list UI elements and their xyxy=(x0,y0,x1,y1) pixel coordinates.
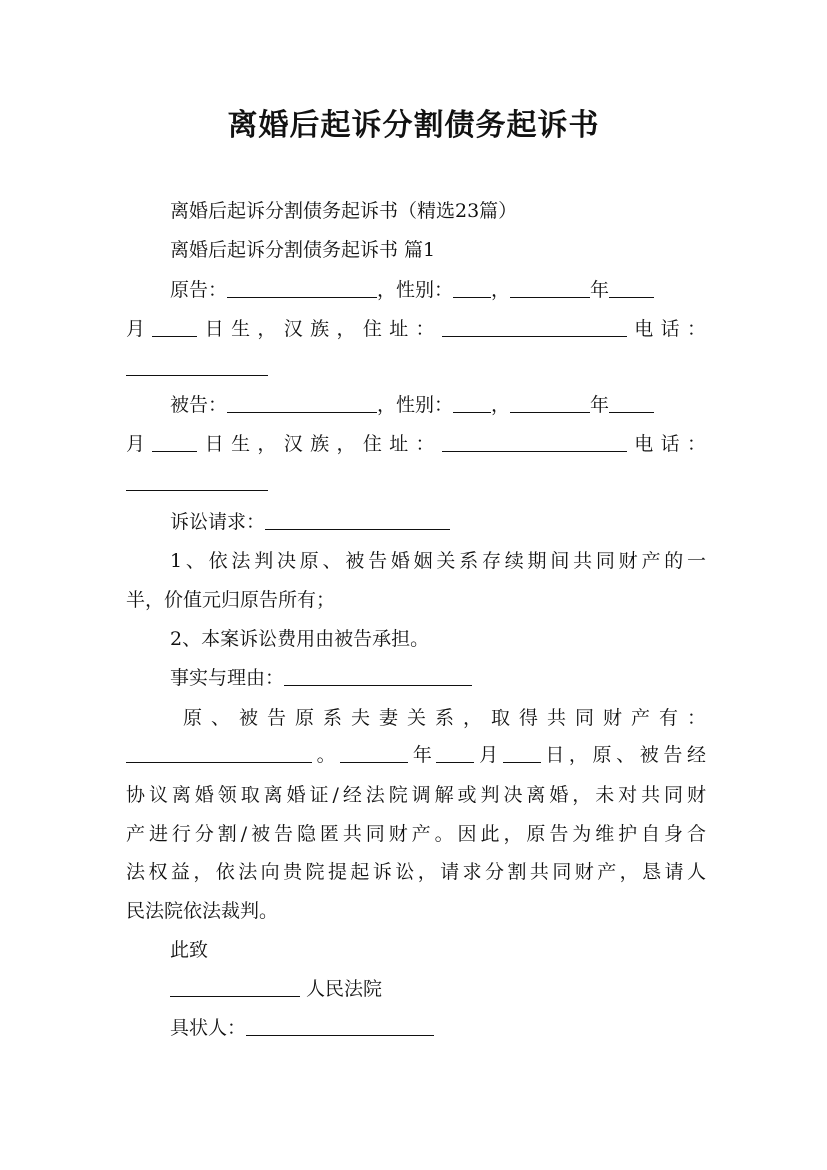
period: 。 xyxy=(312,744,341,766)
signer-line xyxy=(170,1014,706,1042)
gender-blank xyxy=(453,392,491,413)
signer-blank xyxy=(246,1015,434,1036)
gender-blank xyxy=(453,277,491,298)
document-title: 离婚后起诉分割债务起诉书 xyxy=(227,108,600,143)
phone-blank xyxy=(126,355,268,376)
birth-month-blank-start xyxy=(609,392,654,413)
defendant-line-1 xyxy=(170,391,706,419)
court-label: 人民法院 xyxy=(306,978,383,1000)
phone-label: 电话： xyxy=(626,318,706,340)
plaintiff-line-2 xyxy=(126,315,706,343)
gender-label: ，性别： xyxy=(377,394,454,416)
facts-paragraph-line-5: 法权益，依法向贵院提起诉讼，请求分割共同财产，恳请人 xyxy=(126,861,706,883)
address-blank xyxy=(442,431,627,452)
plaintiff-label: 原告： xyxy=(170,279,228,301)
facts-paragraph-line-2 xyxy=(126,741,706,769)
signer-label: 具状人： xyxy=(170,1017,247,1039)
address-blank xyxy=(442,316,627,337)
facts-paragraph-line-4: 产进行分割/被告隐匿共同财产。因此，原告为维护自身合 xyxy=(126,823,706,845)
facts-paragraph-line-3: 协议离婚领取离婚证/经法院调解或判决离婚，未对共同财 xyxy=(126,784,706,806)
property-blank xyxy=(126,742,312,763)
comma: ， xyxy=(491,279,511,301)
year-label: 年 xyxy=(590,279,610,301)
defendant-line-2 xyxy=(126,430,706,458)
month-label: 月 xyxy=(474,744,503,766)
facts-label: 事实与理由： xyxy=(170,667,285,689)
facts-paragraph-line-1: 原、被告原系夫妻关系，取得共同财产有： xyxy=(183,707,706,729)
divorce-year-blank xyxy=(340,742,408,763)
birth-year-blank xyxy=(510,392,590,413)
birth-day-blank xyxy=(152,431,197,452)
claim-1-line-2: 半，价值元归原告所有； xyxy=(126,589,336,611)
claims-blank xyxy=(265,509,450,530)
year-label: 年 xyxy=(408,744,437,766)
plaintiff-phone-line xyxy=(126,354,706,382)
claim-1-line-1: 1、依法判决原、被告婚姻关系存续期间共同财产的一 xyxy=(170,550,706,572)
divorce-day-blank xyxy=(503,742,541,763)
facts-blank xyxy=(284,665,472,686)
birth-month-blank-start xyxy=(609,277,654,298)
phone-blank xyxy=(126,470,268,491)
birth-day-blank xyxy=(152,316,197,337)
court-line xyxy=(170,975,706,1003)
year-label: 年 xyxy=(590,394,610,416)
facts-line xyxy=(170,664,706,692)
defendant-phone-line xyxy=(126,469,706,497)
claim-2: 2、本案诉讼费用由被告承担。 xyxy=(170,628,430,650)
subtitle: 离婚后起诉分割债务起诉书（精选23篇） xyxy=(170,200,518,222)
defendant-label: 被告： xyxy=(170,394,228,416)
day-tail: 日，原、被告经 xyxy=(540,744,706,766)
defendant-name-blank xyxy=(227,392,377,413)
plaintiff-line-1 xyxy=(170,276,706,304)
month-label: 月 xyxy=(126,318,153,340)
claims-line xyxy=(170,508,706,536)
month-label: 月 xyxy=(126,433,153,455)
plaintiff-name-blank xyxy=(227,277,377,298)
divorce-month-blank xyxy=(436,742,474,763)
comma: ， xyxy=(491,394,511,416)
closing: 此致 xyxy=(170,939,209,961)
court-blank xyxy=(170,976,300,997)
born-address-label: 日生，汉族，住址： xyxy=(197,318,442,340)
facts-paragraph-line-6: 民法院依法裁判。 xyxy=(126,900,279,922)
gender-label: ，性别： xyxy=(377,279,454,301)
phone-label: 电话： xyxy=(626,433,706,455)
section-heading: 离婚后起诉分割债务起诉书 篇1 xyxy=(170,239,436,261)
birth-year-blank xyxy=(510,277,590,298)
claims-label: 诉讼请求： xyxy=(170,511,266,533)
born-address-label: 日生，汉族，住址： xyxy=(197,433,442,455)
